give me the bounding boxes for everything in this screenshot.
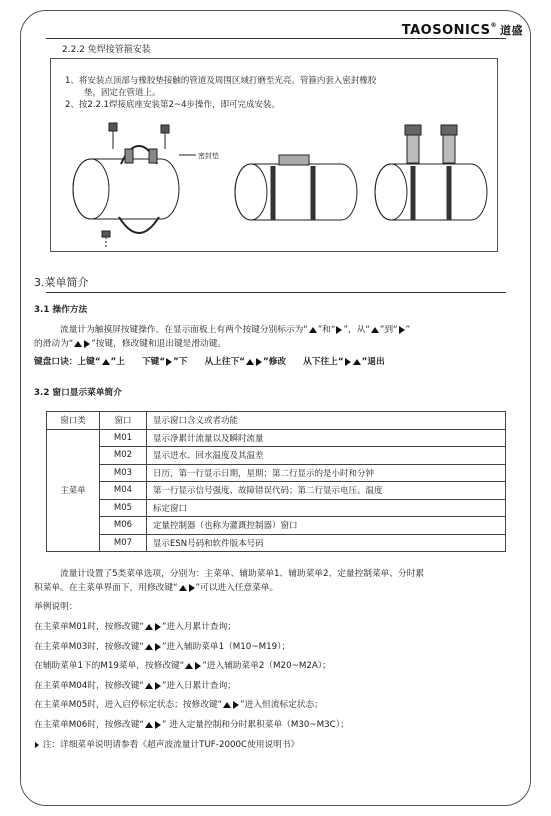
right-key-icon xyxy=(155,623,161,631)
section-31-paragraph-2 xyxy=(34,338,226,350)
example-line xyxy=(34,719,349,731)
up-key-icon xyxy=(102,359,110,365)
mnemonic-exit-b: ”退出 xyxy=(361,357,385,367)
section-32-title: 3.2 窗口显示菜单简介 xyxy=(34,388,122,398)
menu-summary-line-2 xyxy=(34,582,278,594)
example-line xyxy=(34,660,331,672)
table-row xyxy=(47,429,506,447)
table-cell-desc: 第一行显示信号强度、故障错误代码；第二行显示电压、温度 xyxy=(147,482,506,500)
up-key-icon xyxy=(74,341,82,347)
section-31-paragraph-1 xyxy=(60,324,410,336)
table-group-cell: 主菜单 xyxy=(47,429,100,552)
menu-table xyxy=(46,411,506,552)
table-row xyxy=(47,499,506,517)
example-line xyxy=(34,621,236,633)
pipe-with-transducers xyxy=(375,125,487,220)
example-label: 举例说明： xyxy=(34,602,78,612)
example-line xyxy=(34,699,323,711)
table-row xyxy=(47,517,506,535)
example-line xyxy=(34,680,236,692)
right-key-icon xyxy=(84,340,90,348)
right-key-icon xyxy=(336,326,342,334)
p1-text-a: 流量计为触摸屏按键操作，在显示面板上有两个按键分别标示为“ xyxy=(60,325,308,335)
table-cell-window: M05 xyxy=(100,499,147,517)
right-key-icon xyxy=(345,358,351,366)
up-key-icon xyxy=(223,702,231,708)
table-row xyxy=(47,447,506,465)
section-222-title: 2.2.2 免焊接管箍安装 xyxy=(62,45,151,55)
mnemonic-label: 键盘口诀： xyxy=(34,357,78,367)
p1-text-c: ”，从“ xyxy=(343,325,370,335)
table-cell-window: M06 xyxy=(100,517,147,535)
table-row xyxy=(47,464,506,482)
brand-name: TAOSONICS xyxy=(401,23,491,38)
brand-name-cn: 道盛 xyxy=(500,24,523,37)
note-line xyxy=(34,739,299,751)
example-line xyxy=(34,641,290,653)
right-key-icon xyxy=(155,682,161,690)
mnemonic-modify-a: 从上往下“ xyxy=(204,357,245,367)
example-text-a: 在主菜单M01时，按修改键“ xyxy=(34,622,144,632)
up-key-icon xyxy=(371,327,379,333)
table-cell-window: M01 xyxy=(100,429,147,447)
example-text-a: 在主菜单M06时，按修改键“ xyxy=(34,720,144,730)
right-key-icon xyxy=(155,721,161,729)
table-cell-desc: 标定窗口 xyxy=(147,499,506,517)
section-31-title: 3.1 操作方法 xyxy=(34,305,88,315)
example-text-b: ”进入辅助菜单1（M10~M19）； xyxy=(161,642,291,652)
example-text-a: 在主菜单M05时，进入启停标定状态；按修改键“ xyxy=(34,700,223,710)
summary-text-a: 积菜单。在主菜单界面下，用修改键“ xyxy=(34,583,178,593)
example-text-a: 在主菜单M04时，按修改键“ xyxy=(34,681,144,691)
mnemonic-exit-a: 从下往上“ xyxy=(303,357,344,367)
summary-text-b: ”可以进入任意菜单。 xyxy=(195,583,279,593)
table-cell-desc: 定量控制器（也称为灌溉控制器）窗口 xyxy=(147,517,506,535)
example-text-a: 在辅助菜单1下的M19菜单，按修改键“ xyxy=(34,661,185,671)
table-cell-desc: 显示ESN号码和软件版本号码 xyxy=(147,534,506,552)
right-key-icon xyxy=(195,662,201,670)
up-key-icon xyxy=(145,683,153,689)
figure-label-seal: 密封垫 xyxy=(198,152,219,160)
pipe-with-clamp-exploded xyxy=(73,123,196,247)
example-text-a: 在主菜单M03时，按修改键“ xyxy=(34,642,144,652)
up-key-icon xyxy=(185,663,193,669)
up-key-icon xyxy=(145,644,153,650)
keyboard-mnemonic xyxy=(34,356,385,368)
header-rule xyxy=(46,38,506,39)
example-text-b: ”进入辅助菜单2（M20~M2A）； xyxy=(202,661,331,671)
right-key-icon xyxy=(189,584,195,592)
menu-summary-line-1: 流量计设置了5类菜单选项，分别为：主菜单、辅助菜单1、辅助菜单2、定量控制菜单、分时累 xyxy=(60,569,425,579)
mnemonic-up-a: 上键“ xyxy=(77,357,101,367)
up-key-icon xyxy=(246,359,254,365)
p1-text-e: ” xyxy=(405,325,411,335)
p2-text-b: ”按键，修改键和退出键是滑动键。 xyxy=(91,339,227,349)
table-row xyxy=(47,482,506,500)
clamp-installation-figure xyxy=(51,119,495,249)
up-key-icon xyxy=(179,585,187,591)
section-3-rule xyxy=(46,292,506,293)
note-text: 注：详细菜单说明请参看《超声波流量计TUF-2000C使用说明书》 xyxy=(42,740,300,750)
p1-text-d: ”到“ xyxy=(379,325,398,335)
pipe-with-clamp-mounted xyxy=(235,155,357,220)
step-1-line-1: 1、将安装点顶部与橡胶垫接触的管道及周围区域打磨至光亮。管箍内套入密封橡胶 xyxy=(65,76,377,86)
table-row xyxy=(47,534,506,552)
right-key-icon xyxy=(399,326,405,334)
up-key-icon xyxy=(145,624,153,630)
mnemonic-down-a: 下键“ xyxy=(141,357,166,367)
table-cell-window: M03 xyxy=(100,464,147,482)
example-text-b: ”进入日累计查询； xyxy=(161,681,236,691)
up-key-icon xyxy=(309,327,317,333)
registered-mark: ® xyxy=(490,22,497,29)
table-cell-window: M02 xyxy=(100,447,147,465)
table-cell-desc: 显示进水、回水温度及其温差 xyxy=(147,447,506,465)
p2-text-a: 的滑动为“ xyxy=(34,339,74,349)
right-key-icon xyxy=(256,358,262,366)
example-text-b: ”进入恒流标定状态； xyxy=(240,700,323,710)
right-key-icon xyxy=(166,358,172,366)
mnemonic-up-b: ”上 xyxy=(110,357,125,367)
install-instructions-box xyxy=(50,58,498,252)
section-3-title: 3.菜单简介 xyxy=(34,276,89,289)
table-cell-window: M04 xyxy=(100,482,147,500)
table-header-cell: 窗口 xyxy=(100,412,147,430)
up-key-icon xyxy=(145,722,153,728)
example-text-b: ” 进入定量控制和分时累积菜单（M30~M3C）； xyxy=(161,720,349,730)
up-key-icon xyxy=(353,359,361,365)
example-text-b: ”进入月累计查询； xyxy=(161,622,236,632)
right-key-icon xyxy=(155,643,161,651)
table-header-row xyxy=(47,412,506,430)
table-header-cell: 显示窗口含义或者功能 xyxy=(147,412,506,430)
bullet-arrow-icon xyxy=(35,742,39,748)
table-cell-window: M07 xyxy=(100,534,147,552)
step-2: 2、按2.2.1焊接底座安装第2~4步操作，即可完成安装。 xyxy=(65,100,280,110)
p1-text-b: ”和“ xyxy=(317,325,336,335)
right-key-icon xyxy=(233,701,239,709)
brand-logo xyxy=(402,22,523,38)
mnemonic-modify-b: ”修改 xyxy=(262,357,287,367)
table-header-cell: 窗口类 xyxy=(47,412,100,430)
step-1-line-2: 垫，固定在管道上。 xyxy=(84,88,161,98)
mnemonic-down-b: ”下 xyxy=(173,357,188,367)
table-cell-desc: 显示净累计流量以及瞬时流量 xyxy=(147,429,506,447)
table-cell-desc: 日历，第一行显示日期，星期；第二行显示的是小时和分钟 xyxy=(147,464,506,482)
